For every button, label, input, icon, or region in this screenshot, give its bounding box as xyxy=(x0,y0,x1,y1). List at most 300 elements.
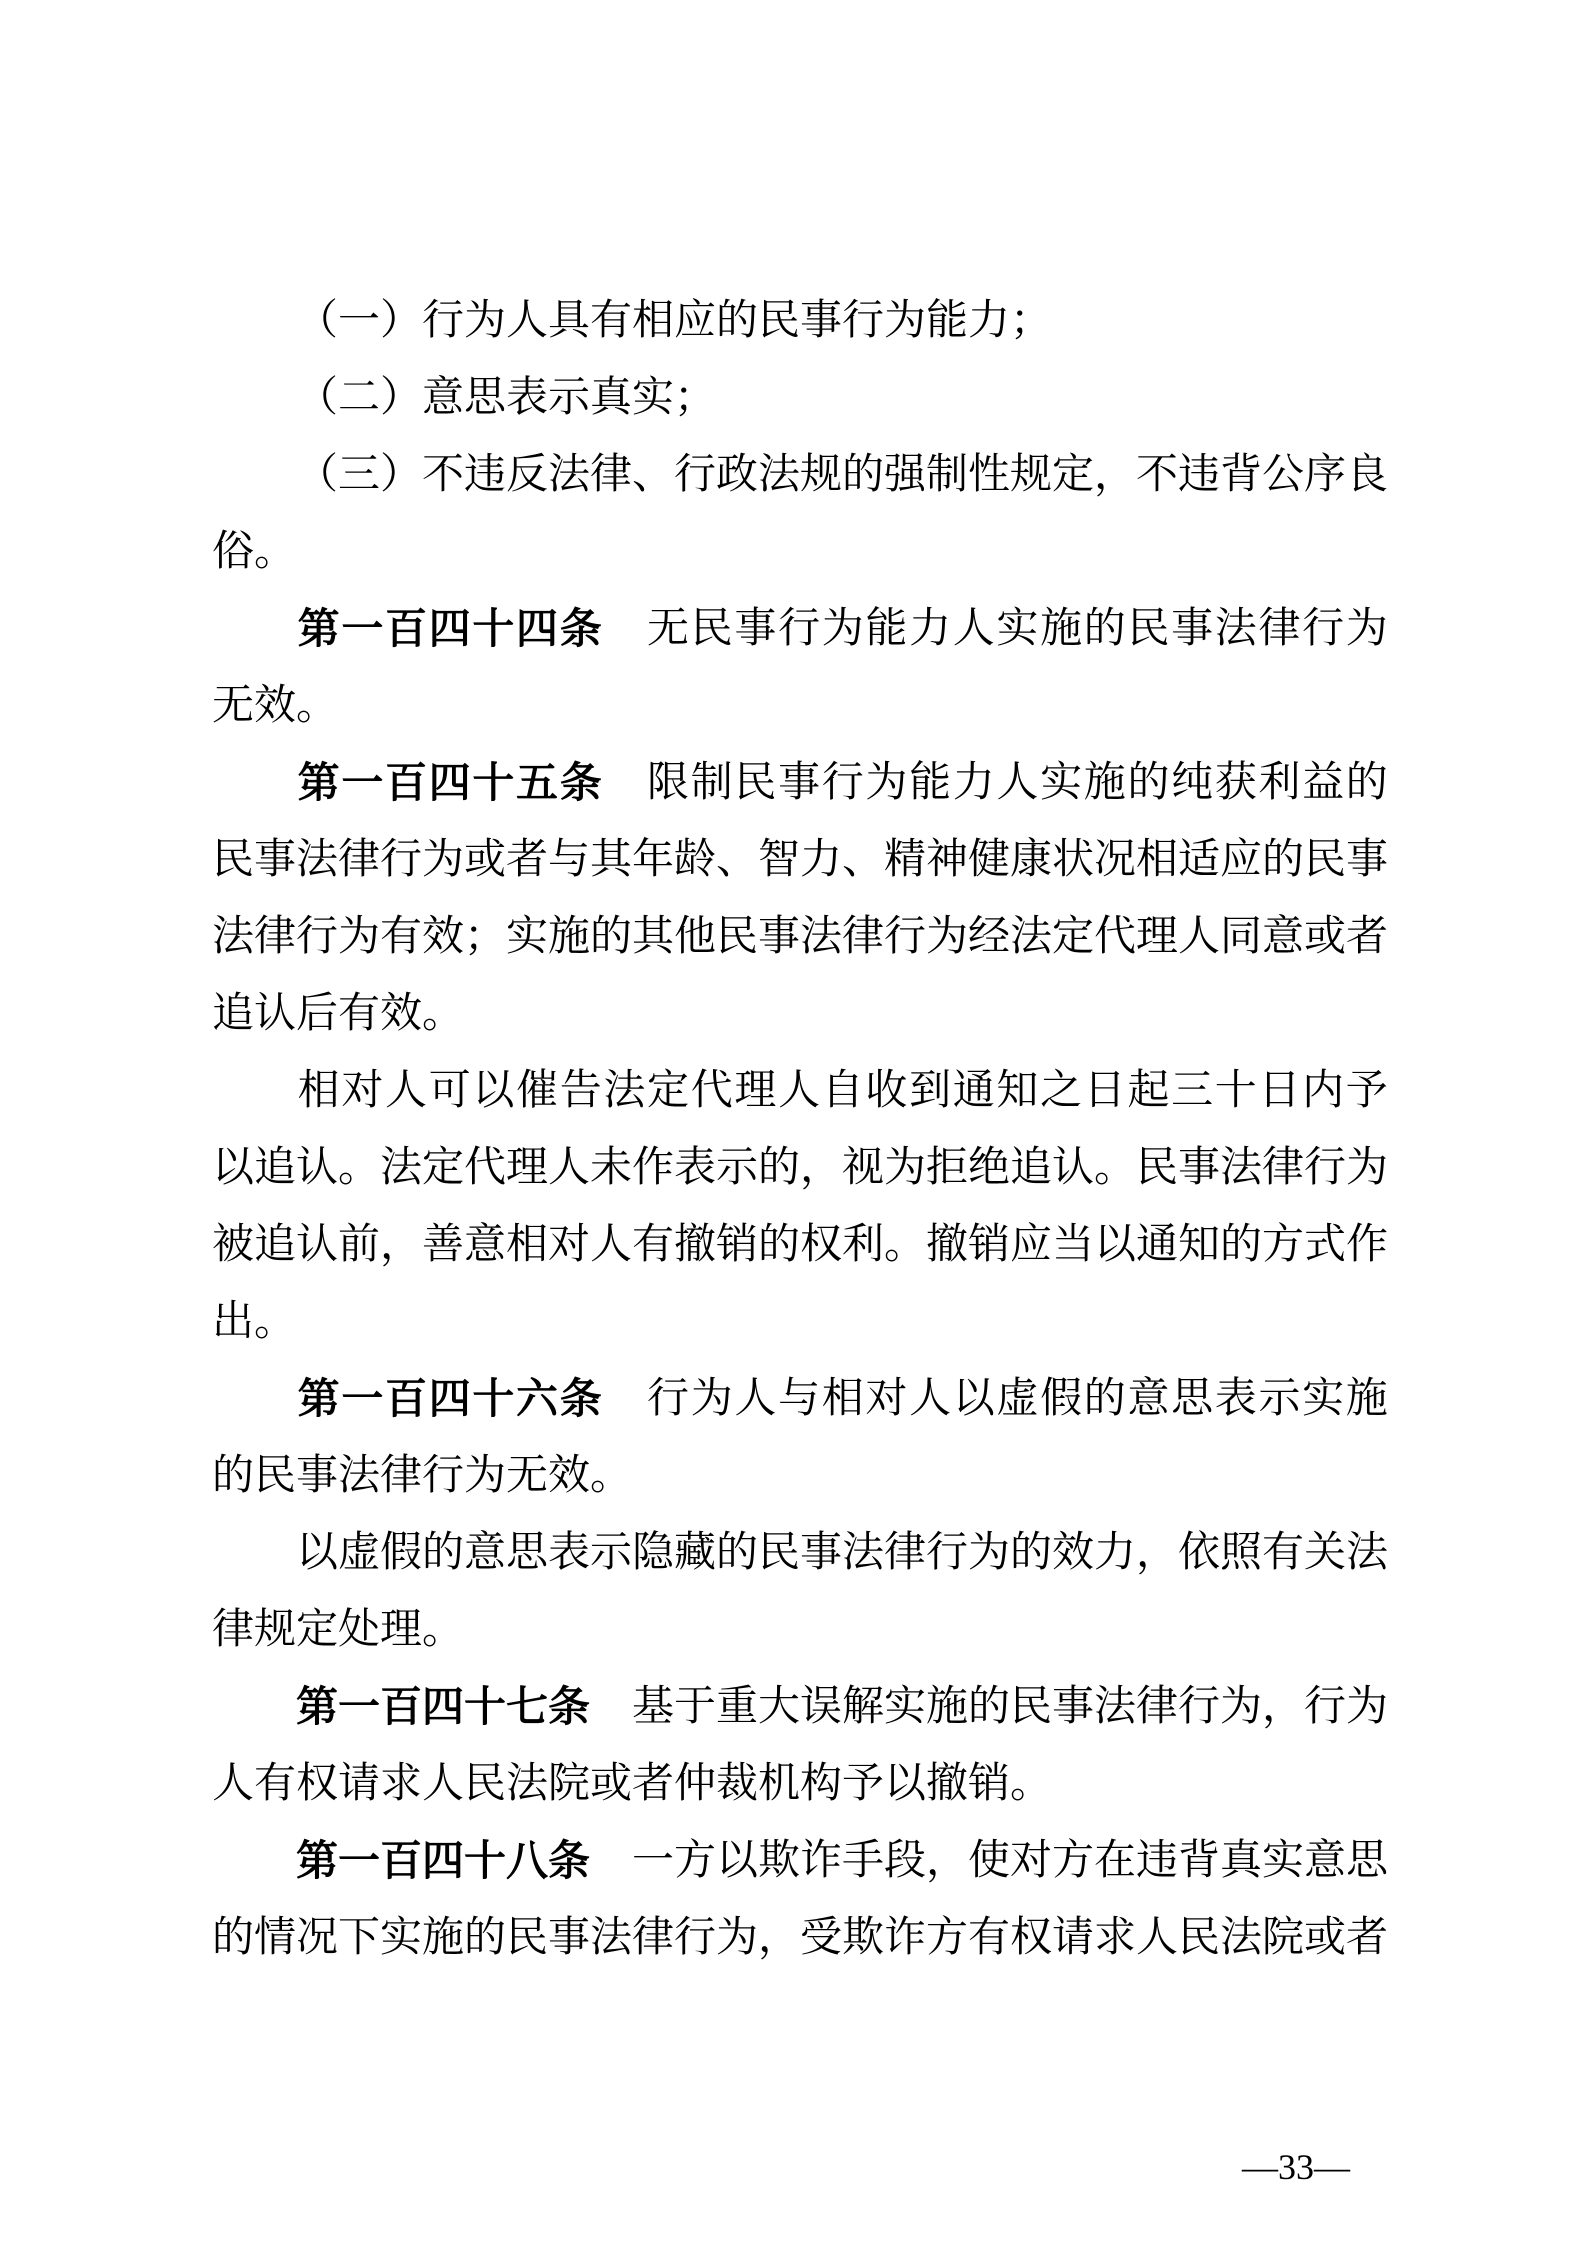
char: 或 xyxy=(464,836,507,883)
char: 二 xyxy=(338,374,381,421)
char: 民 xyxy=(734,759,777,806)
char: 定 xyxy=(1052,451,1095,498)
char: 在 xyxy=(1094,1837,1137,1884)
char: 实 xyxy=(1262,1837,1305,1884)
char: 力 xyxy=(952,759,995,806)
char: 的 xyxy=(716,1529,759,1576)
char: 力 xyxy=(909,605,952,652)
char: 。 xyxy=(296,682,339,729)
indent-spacer xyxy=(212,590,296,667)
char: ， xyxy=(1136,1529,1179,1576)
char: 实 xyxy=(884,1683,927,1730)
char: 以 xyxy=(1094,1221,1137,1268)
char: 理 xyxy=(380,1606,423,1653)
char: 可 xyxy=(428,1067,471,1114)
char: 意 xyxy=(1262,913,1305,960)
char: 、 xyxy=(716,836,759,883)
char: 民 xyxy=(506,1914,549,1961)
char: 事 xyxy=(296,1452,339,1499)
document-body xyxy=(212,282,1388,1976)
char: 法 xyxy=(380,1144,423,1191)
char: 施 xyxy=(1083,759,1126,806)
char: 有 xyxy=(590,297,633,344)
article-number-char: 条 xyxy=(559,604,602,652)
char: 实 xyxy=(506,913,549,960)
text-line xyxy=(212,975,1388,1052)
char: 无 xyxy=(212,682,255,729)
char: 于 xyxy=(674,1683,717,1730)
char: 事 xyxy=(1171,605,1214,652)
char: 方 xyxy=(674,1837,717,1884)
char: 规 xyxy=(800,451,843,498)
article-number-char: 第 xyxy=(297,604,340,652)
char: 其 xyxy=(632,913,675,960)
text-line xyxy=(212,513,1388,590)
char: 人 xyxy=(422,1760,465,1807)
char: 神 xyxy=(926,836,969,883)
char: 认 xyxy=(1052,1144,1095,1191)
char: 基 xyxy=(632,1683,675,1730)
char: 政 xyxy=(716,451,759,498)
char: 律 xyxy=(212,1606,255,1653)
char: 律 xyxy=(380,1452,423,1499)
char: 人 xyxy=(778,1067,821,1114)
char: 示 xyxy=(1258,1375,1301,1422)
char: 为 xyxy=(690,1375,733,1422)
char: 其 xyxy=(590,836,633,883)
article-line xyxy=(212,1668,1388,1745)
text-line xyxy=(212,436,1388,513)
article-number-char: 四 xyxy=(422,1836,465,1884)
char: 行 xyxy=(380,836,423,883)
char: 思 xyxy=(506,1529,549,1576)
char: 事 xyxy=(1346,836,1389,883)
char: 。 xyxy=(338,1144,381,1191)
char: 应 xyxy=(1220,836,1263,883)
char: 有 xyxy=(968,1914,1011,1961)
char: 认 xyxy=(254,990,297,1037)
char: 定 xyxy=(647,1067,690,1114)
char: 律 xyxy=(1258,605,1301,652)
indent-spacer xyxy=(212,359,296,436)
char: 情 xyxy=(254,1914,297,1961)
char xyxy=(603,744,645,821)
char: 追 xyxy=(212,990,255,1037)
text-line xyxy=(212,1899,1388,1976)
char: 的 xyxy=(464,1914,507,1961)
char: 违 xyxy=(464,451,507,498)
char: 效 xyxy=(1052,1529,1095,1576)
char: 或 xyxy=(1304,913,1347,960)
char: 以 xyxy=(952,1375,995,1422)
char: 经 xyxy=(968,913,1011,960)
char: 为 xyxy=(1220,1683,1263,1730)
char: 律 xyxy=(1262,1144,1305,1191)
char: 作 xyxy=(1346,1221,1389,1268)
char: 与 xyxy=(548,836,591,883)
char: 定 xyxy=(296,1606,339,1653)
char: 后 xyxy=(296,990,339,1037)
article-number-char: 百 xyxy=(385,1374,428,1422)
char: 良 xyxy=(1346,451,1389,498)
char: 一 xyxy=(338,297,381,344)
char: 虚 xyxy=(338,1529,381,1576)
char: 方 xyxy=(926,1914,969,1961)
text-line xyxy=(212,1437,1388,1514)
char: 行 xyxy=(1304,1144,1347,1191)
char: 撤 xyxy=(674,1221,717,1268)
char: 同 xyxy=(1220,913,1263,960)
article-number-char: 第 xyxy=(297,1374,340,1422)
char: 况 xyxy=(296,1914,339,1961)
char: 为 xyxy=(1345,605,1388,652)
text-line xyxy=(212,359,1388,436)
char: 限 xyxy=(647,759,690,806)
char: 到 xyxy=(909,1067,952,1114)
char: 解 xyxy=(842,1683,885,1730)
char: ， xyxy=(758,1914,801,1961)
char: 大 xyxy=(758,1683,801,1730)
char: 依 xyxy=(1178,1529,1221,1576)
char: 代 xyxy=(1094,913,1137,960)
article-number-char: 百 xyxy=(385,604,428,652)
char: 民 xyxy=(1178,1914,1221,1961)
char: 人 xyxy=(385,1067,428,1114)
char: 效 xyxy=(422,913,465,960)
char: （ xyxy=(296,451,339,498)
article-number-char: 一 xyxy=(341,758,384,806)
char: 以 xyxy=(472,1067,515,1114)
char: 三 xyxy=(338,451,381,498)
char: 违 xyxy=(1178,451,1221,498)
char: 龄 xyxy=(674,836,717,883)
char: 为 xyxy=(865,759,908,806)
char: 事 xyxy=(548,1914,591,1961)
char: 的 xyxy=(1083,1375,1126,1422)
char: 律 xyxy=(254,913,297,960)
char: 序 xyxy=(1304,451,1347,498)
char: 内 xyxy=(1302,1067,1345,1114)
char: 或 xyxy=(1304,1914,1347,1961)
char: 表 xyxy=(674,1144,717,1191)
char: 告 xyxy=(559,1067,602,1114)
char: 知 xyxy=(996,1067,1039,1114)
char: 有 xyxy=(254,1760,297,1807)
char xyxy=(590,1822,632,1899)
char: 思 xyxy=(464,374,507,421)
char: 请 xyxy=(338,1760,381,1807)
char: 人 xyxy=(1178,913,1221,960)
char xyxy=(603,1360,645,1437)
char: 人 xyxy=(996,759,1039,806)
char: 以 xyxy=(296,1529,339,1576)
char: 事 xyxy=(800,297,843,344)
char: 对 xyxy=(1010,1837,1053,1884)
char: 欺 xyxy=(758,1837,801,1884)
article-number-char: 四 xyxy=(428,1374,471,1422)
char: 为 xyxy=(422,836,465,883)
char: 应 xyxy=(1010,1221,1053,1268)
char: 规 xyxy=(1010,451,1053,498)
article-number-char: 一 xyxy=(338,1836,381,1884)
article-number-char: 百 xyxy=(380,1836,423,1884)
article-number-char: 七 xyxy=(506,1682,549,1730)
char: 他 xyxy=(674,913,717,960)
text-line xyxy=(212,667,1388,744)
char: 事 xyxy=(1178,1144,1221,1191)
char: 律 xyxy=(842,913,885,960)
char: 思 xyxy=(1171,1375,1214,1422)
char: ； xyxy=(674,374,717,421)
char: 真 xyxy=(1220,1837,1263,1884)
char: 人 xyxy=(1136,1914,1179,1961)
char: 施 xyxy=(926,1683,969,1730)
article-number-char: 一 xyxy=(341,604,384,652)
char: 事 xyxy=(734,605,777,652)
char: 构 xyxy=(800,1760,843,1807)
char: 健 xyxy=(968,836,1011,883)
char: 关 xyxy=(1304,1529,1347,1576)
char: 法 xyxy=(1220,1914,1263,1961)
article-number-char: 四 xyxy=(428,758,471,806)
char: 撤 xyxy=(926,1760,969,1807)
char: 法 xyxy=(800,913,843,960)
char: 智 xyxy=(758,836,801,883)
char: 前 xyxy=(338,1221,381,1268)
char: 的 xyxy=(590,913,633,960)
char: 况 xyxy=(1094,836,1137,883)
char: 。 xyxy=(590,1452,633,1499)
article-number-char: 条 xyxy=(559,758,602,806)
char: 人 xyxy=(590,1221,633,1268)
char: （ xyxy=(296,297,339,344)
char: 律 xyxy=(1136,1683,1179,1730)
char: 的 xyxy=(1083,605,1126,652)
char: 三 xyxy=(1171,1067,1214,1114)
text-line xyxy=(212,1206,1388,1283)
char: 不 xyxy=(1136,451,1179,498)
char: 的 xyxy=(1127,759,1170,806)
char: 有 xyxy=(338,990,381,1037)
char: 力 xyxy=(968,297,1011,344)
char: 效 xyxy=(548,1452,591,1499)
char xyxy=(590,1668,632,1745)
char: 处 xyxy=(338,1606,381,1653)
char: 对 xyxy=(548,1221,591,1268)
char: 事 xyxy=(1052,1683,1095,1730)
char: 为 xyxy=(884,297,927,344)
text-line xyxy=(212,898,1388,975)
char: 相 xyxy=(297,1067,340,1114)
char: 权 xyxy=(800,1221,843,1268)
char: 销 xyxy=(716,1221,759,1268)
char: 以 xyxy=(884,1760,927,1807)
char: 事 xyxy=(778,759,821,806)
article-number-char: 第 xyxy=(296,1836,339,1884)
char: 民 xyxy=(1127,605,1170,652)
char: 以 xyxy=(212,1144,255,1191)
char: 出 xyxy=(212,1298,255,1345)
char: 院 xyxy=(1262,1914,1305,1961)
char: 施 xyxy=(548,913,591,960)
char: 民 xyxy=(758,1529,801,1576)
char: 事 xyxy=(758,913,801,960)
char: 效 xyxy=(254,682,297,729)
char: 益 xyxy=(1302,759,1345,806)
char: 不 xyxy=(422,451,465,498)
char: 法 xyxy=(338,1452,381,1499)
char: 手 xyxy=(842,1837,885,1884)
indent-spacer xyxy=(212,1668,296,1745)
article-number-char: 四 xyxy=(516,604,559,652)
char: 背 xyxy=(1220,451,1263,498)
char: 。 xyxy=(1094,1144,1137,1191)
char: 予 xyxy=(842,1760,885,1807)
article-number-char: 条 xyxy=(548,1836,591,1884)
char: 意 xyxy=(422,374,465,421)
char: 自 xyxy=(821,1067,864,1114)
char: 代 xyxy=(464,1144,507,1191)
char: 法 xyxy=(1010,913,1053,960)
char: 人 xyxy=(548,1144,591,1191)
article-number-char: 八 xyxy=(506,1836,549,1884)
char: ， xyxy=(926,1837,969,1884)
char: 以 xyxy=(716,1837,759,1884)
char: ， xyxy=(1262,1683,1305,1730)
char: 法 xyxy=(1094,1683,1137,1730)
char: 有 xyxy=(380,913,423,960)
char: 俗 xyxy=(212,528,255,575)
char: 照 xyxy=(1220,1529,1263,1576)
char: 相 xyxy=(821,1375,864,1422)
char: 的 xyxy=(842,451,885,498)
char: 应 xyxy=(674,297,717,344)
char: 行 xyxy=(422,297,465,344)
char: 法 xyxy=(506,1760,549,1807)
char: 、 xyxy=(632,451,675,498)
char: 的 xyxy=(1220,1221,1263,1268)
char: 意 xyxy=(464,1529,507,1576)
char: 人 xyxy=(952,605,995,652)
char: 未 xyxy=(590,1144,633,1191)
char: 的 xyxy=(1345,759,1388,806)
char: 机 xyxy=(758,1760,801,1807)
article-line xyxy=(212,744,1388,821)
char: 撤 xyxy=(926,1221,969,1268)
char: 无 xyxy=(506,1452,549,1499)
char: 为 xyxy=(884,1144,927,1191)
char: 状 xyxy=(1052,836,1095,883)
char: 求 xyxy=(380,1760,423,1807)
char: 代 xyxy=(690,1067,733,1114)
char: 行 xyxy=(1302,605,1345,652)
char: 行 xyxy=(821,759,864,806)
indent-spacer xyxy=(212,436,296,513)
char: 康 xyxy=(1010,836,1053,883)
indent-spacer xyxy=(212,1052,296,1129)
char: 律 xyxy=(632,1914,675,1961)
article-number-char: 十 xyxy=(464,1836,507,1884)
char: 为 xyxy=(926,913,969,960)
char: 民 xyxy=(758,297,801,344)
char: 能 xyxy=(909,759,952,806)
char: 日 xyxy=(1258,1067,1301,1114)
char: 意 xyxy=(1127,1375,1170,1422)
char: 民 xyxy=(464,1760,507,1807)
char: 人 xyxy=(506,297,549,344)
char: ； xyxy=(464,913,507,960)
char: 理 xyxy=(506,1144,549,1191)
char: 裁 xyxy=(716,1760,759,1807)
char: 民 xyxy=(1010,1683,1053,1730)
char: 法 xyxy=(296,836,339,883)
char: 法 xyxy=(1346,1529,1389,1576)
char: 之 xyxy=(1040,1067,1083,1114)
char: ） xyxy=(380,451,423,498)
indent-spacer xyxy=(212,744,296,821)
char: 理 xyxy=(734,1067,777,1114)
char: 法 xyxy=(1220,1144,1263,1191)
char: 。 xyxy=(254,528,297,575)
char: 制 xyxy=(926,451,969,498)
char: 力 xyxy=(800,836,843,883)
char: 施 xyxy=(1040,605,1083,652)
char: 行 xyxy=(674,451,717,498)
char: （ xyxy=(296,374,339,421)
char: 法 xyxy=(212,913,255,960)
char: 日 xyxy=(1083,1067,1126,1114)
char: 的 xyxy=(422,1529,465,1576)
char: 行 xyxy=(1304,1683,1347,1730)
char: 规 xyxy=(254,1606,297,1653)
char: ， xyxy=(1094,451,1137,498)
article-number-char: 百 xyxy=(380,1682,423,1730)
indent-spacer xyxy=(212,282,296,359)
char: 民 xyxy=(212,836,255,883)
article-number-char: 一 xyxy=(341,1374,384,1422)
char: 有 xyxy=(632,1221,675,1268)
char: 方 xyxy=(1262,1221,1305,1268)
char: 背 xyxy=(1178,1837,1221,1884)
char: 定 xyxy=(1052,913,1095,960)
char: 认 xyxy=(296,1144,339,1191)
char: 意 xyxy=(1304,1837,1347,1884)
char: 追 xyxy=(1010,1144,1053,1191)
article-number-char: 五 xyxy=(516,758,559,806)
char: 定 xyxy=(422,1144,465,1191)
char: 表 xyxy=(548,1529,591,1576)
char: 纯 xyxy=(1171,759,1214,806)
char: 使 xyxy=(968,1837,1011,1884)
article-number-char: 第 xyxy=(296,1682,339,1730)
indent-spacer xyxy=(212,1360,296,1437)
indent-spacer xyxy=(212,1822,296,1899)
char: 为 xyxy=(1346,1144,1389,1191)
text-line xyxy=(212,1591,1388,1668)
char: 重 xyxy=(716,1683,759,1730)
char: 虚 xyxy=(996,1375,1039,1422)
char: 意 xyxy=(464,1221,507,1268)
char: 当 xyxy=(1052,1221,1095,1268)
char: 具 xyxy=(548,297,591,344)
char: 一 xyxy=(632,1837,675,1884)
char: 十 xyxy=(1214,1067,1257,1114)
article-number-char: 十 xyxy=(472,604,515,652)
text-line xyxy=(212,1745,1388,1822)
char: 权 xyxy=(1010,1914,1053,1961)
char: 通 xyxy=(952,1067,995,1114)
indent-spacer xyxy=(212,1514,296,1591)
